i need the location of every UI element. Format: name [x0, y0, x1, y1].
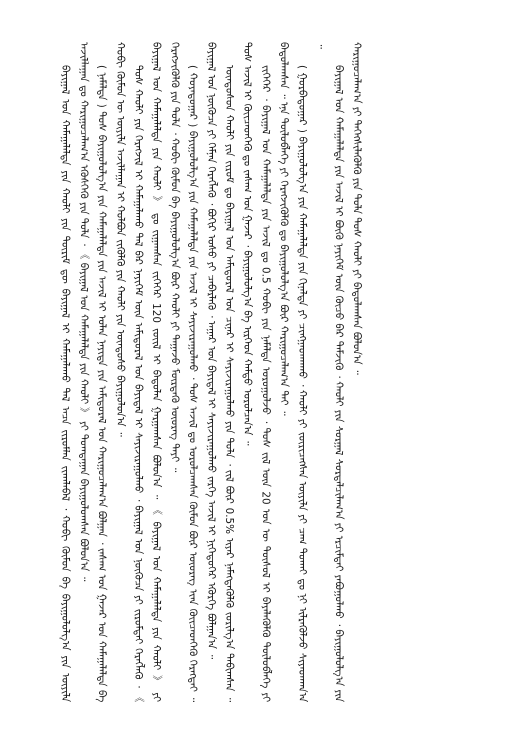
paragraph: ᠵᠢᠬᠡᠬᠡᠷ ᠂ ᠪᠠᠶᠢᠭᠠᠯ ᠤᠨ ᠬᠠᠮᠠᠭᠠᠯᠠᠯᠲᠠ ᠶᠢᠨ ᠠᠵᠢᠯ ᠳᠤ 0.5 ᠬᠤᠪᠢ ᠶᠢᠨ ᠨᠡᠮᠡᠯᠲᠡ ᠣᠷᠣᠭᠤᠯᠵᠤ ᠂ ᠲᠤᠰ ᠵᠢᠯ ᠦᠨ 20 ᠣᠨ ᠦ ᠲᠥᠰᠥᠯ ᠢ ᠪᠡᠶᠡᠯᠡᠭᠦᠯᠬᠦ ᠲᠥᠯᠥᠪᠯᠡᠭᠡ ᠶᠢ ᠪᠠᠲᠤᠯᠠᠭᠰᠠᠨ ᠃ ᠡᠨᠡ ᠲᠥᠯᠥᠪᠯᠡᠭᠡ ᠶᠢ ᠬᠡᠷᠡᠭᠵᠢᠭᠦᠯᠬᠦ ᠳᠤ ᠪᠠᠶᠢᠭᠤᠯᠤᠯᠭ᠎ᠠ ᠪᠦᠷ ᠬᠠᠷᠢᠭᠤᠴᠠᠯᠠᠭ᠎ᠠ ᠲᠠᠶ ᠃: [259, 42, 290, 702]
paragraph: ᠲᠤᠰ ᠬᠠᠤᠯᠢ ᠶᠢᠨ ᠬᠡᠷᠡᠭᠵᠢᠯ ᠢ ᠬᠠᠮᠠᠭᠠᠯᠠᠬᠤ ᠲᠠᠯ ᠪᠠᠷ ᠨᠡᠶᠢᠭᠡᠮ ᠦᠨ ᠠᠮᠢᠳᠤᠷᠠᠯ ᠤᠨ ᠪᠠᠶᠢᠳᠠᠯ ᠢ ᠰᠠᠶᠢᠵᠢᠷᠠᠭᠤᠯᠬᠤ ᠂ ᠪᠠᠶᠢᠭᠠᠯ ᠤᠨ ᠨᠦᠭᠦᠴᠡ ᠶᠢ ᠵᠢᠷᠤᠮᠲᠠᠢ ᠬᠡᠷᠡᠭᠯᠡᠬᠦ ᠂ 《 ᠪᠠᠶᠢᠭᠠᠯ ᠤᠨ ᠬᠠᠮᠠᠭᠠᠯᠠᠯᠲᠠ ᠶᠢᠨ ᠬᠠᠤᠯᠢ 》 ᠳᠤ ᠵᠢᠭᠠᠭᠰᠠᠨ ᠵᠢᠬᠡᠬᠡᠷ 120 ᠵᠦᠢᠯ ᠢ ᠪᠠᠲᠤᠯᠠᠨ ᠭᠠᠷᠭᠠᠭᠰᠠᠨ ᠪᠣᠯᠤᠨ᠎ᠠ ᠃ 《 ᠪᠠᠶᠢᠭᠠᠯ ᠤᠨ ᠬᠠᠮᠠᠭᠠᠯᠠᠯᠲᠠ ᠶᠢᠨ ᠬᠠᠤᠯᠢ 》 ᠶᠢ ᠬᠡᠷᠡᠭᠵᠢᠭᠦᠯᠬᠦ ᠶᠢᠨ ᠲᠤᠯᠠ ᠂ ᠬᠤᠪᠢ ᠬᠦᠮᠦᠨ ᠪᠠ ᠪᠠᠶᠢᠭᠤᠯᠤᠯᠭ᠎ᠠ ᠪᠦᠷ ᠬᠠᠤᠯᠢ ᠶᠢ ᠳᠠᠭᠠᠵᠤ ᠮᠦᠷᠳᠡᠬᠦ ᠦᠦᠷᠡᠭ ᠲᠡᠶᠢ ᠃: [132, 42, 181, 702]
paragraph: ᠪᠠᠶᠢᠭᠠᠯ ᠤᠨ ᠬᠠᠮᠠᠭᠠᠯᠠᠯᠲᠠ ᠶᠢᠨ ᠠᠵᠢᠯ ᠢ ᠪᠦᠬᠦ ᠨᠡᠶᠢᠭᠡᠮ ᠦᠨ ᠬᠦᠴᠦ ᠪᠡᠷ ᠳᠡᠮᠵᠢᠬᠦ ᠂ ᠬᠠᠤᠯᠢ ᠶᠢᠨ ᠰᠤᠷᠭᠠᠯ ᠰᠤᠷᠲᠠᠯᠴᠢᠯᠠᠭ᠎ᠠ ᠶᠢ ᠡᠷᠴᠢᠮᠲᠡᠶ ᠶᠠᠪᠤᠭᠤᠯᠬᠤ ᠂ ᠪᠠᠶᠢᠭᠤᠯᠤᠯᠭ᠎ᠠ ᠶᠢᠨ ᠬᠠᠷᠢᠭᠤᠴᠠᠯᠠᠭ᠎ᠠ ᠶᠢ ᠳᠡᠭᠡᠭᠰᠢᠯᠡᠭᠦᠯᠬᠦ ᠶᠢᠨ ᠲᠤᠯᠠ ᠲᠤᠰ ᠬᠠᠤᠯᠢ ᠶᠢ ᠪᠠᠲᠤᠯᠠᠭᠰᠠᠨ ᠪᠣᠯᠤᠨ᠎ᠠ ᠃: [332, 42, 363, 702]
paragraph: ( ᠬᠣᠶᠠᠳᠤᠭᠠᠷ ) ᠪᠠᠶᠢᠭᠤᠯᠤᠯᠭ᠎ᠠ ᠶᠢᠨ ᠬᠠᠮᠠᠭᠠᠯᠠᠯᠲᠠ ᠶᠢᠨ ᠠᠵᠢᠯ ᠢ ᠰᠠᠶᠢᠵᠢᠷᠠᠭᠤᠯᠬᠤ ᠂ ᠲᠤᠰ ᠠᠵᠢᠯ ᠳᠤ ᠣᠷᠤᠯᠴᠠᠭᠰᠠᠨ ᠬᠦᠮᠦᠨ ᠪᠦᠷ ᠦᠦᠷᠡᠭ ᠢᠡᠨ ᠭᠦᠢᠴᠡᠳᠬᠡᠬᠦ ᠬᠡᠷᠡᠭᠲᠡᠢ ᠃ ᠪᠠᠶᠢᠭᠠᠯ ᠤᠨ ᠨᠦᠭᠦᠴᠡ ᠶᠢ ᠬᠡᠮᠨᠡᠨ ᠬᠡᠷᠡᠭᠯᠡᠬᠦ ᠂ ᠪᠣᠬᠢᠷ ᠤᠰᠤ ᠶᠢ ᠴᠡᠪᠡᠷᠯᠡᠬᠦ ᠂ ᠠᠭᠠᠷ ᠤᠨ ᠪᠠᠶᠢᠳᠠᠯ ᠢ ᠰᠠᠶᠢᠵᠢᠷᠠᠭᠤᠯᠬᠤ ᠵᠡᠷᠭᠡ ᠠᠵᠢᠯ ᠢ ᠨᠢᠭᠡᠳᠦᠭᠡᠷ ᠡᠭᠦᠷᠭᠡ ᠪᠣᠯᠭᠠᠨ᠎ᠠ ᠃: [186, 42, 217, 702]
paragraph: ᠦᠨᠳᠦᠰᠦᠨ ᠬᠠᠤᠯᠢ ᠶᠢᠨ ᠵᠢᠷᠤᠮ ᠳᠤ ᠪᠠᠶᠢᠭᠠᠯ ᠤᠨ ᠠᠮᠢᠳᠤᠷᠠᠯ ᠤᠨ ᠴᠢᠨᠠᠷ ᠢ ᠰᠠᠶᠢᠵᠢᠷᠠᠭᠤᠯᠬᠤ ᠶᠢᠨ ᠲᠤᠯᠠ ᠂ ᠵᠢᠯ ᠪᠦᠷ 0.5% ᠢᠶᠠᠷ ᠨᠡᠮᠡᠭᠳᠡᠭᠦᠯᠬᠦ ᠵᠣᠷᠢᠯᠭ᠎ᠠ ᠲᠠᠪᠢᠭᠰᠠᠨ ᠃ ᠲᠤᠰ ᠠᠵᠢᠯ ᠢ ᠭᠦᠢᠴᠡᠳᠬᠡᠬᠦ ᠳᠤ ᠵᠠᠰᠠᠭ ᠤᠨ ᠭᠠᠵᠠᠷ ᠂ ᠪᠠᠶᠢᠭᠤᠯᠤᠯᠭ᠎ᠠ ᠪᠠ ᠢᠷᠭᠡᠳ ᠬᠠᠮᠲᠤ ᠣᠷᠤᠯᠴᠠᠨ᠎ᠠ ᠃: [223, 42, 254, 702]
paragraph: ( ᠨᠡᠮᠡᠯᠲᠡ ) ᠲᠤᠰ ᠪᠠᠶᠢᠭᠤᠯᠤᠯᠭ᠎ᠠ ᠶᠢᠨ ᠬᠠᠮᠠᠭᠠᠯᠠᠯᠲᠠ ᠶᠢᠨ ᠠᠵᠢᠯ ᠢ ᠣᠯᠠᠨ ᠨᠡᠶᠢᠲᠡ ᠶᠢᠨ ᠠᠮᠢᠳᠤᠷᠠᠯ ᠤᠨ ᠬᠠᠷᠢᠭᠤᠴᠠᠯᠠᠭ᠎ᠠ ᠪᠤᠯᠭᠠᠨ ᠂ ᠵᠠᠰᠠᠭ ᠤᠨ ᠭᠠᠵᠠᠷ ᠤᠨ ᠬᠠᠮᠠᠭᠠᠯᠠᠯᠲᠠ ᠪᠠ ᠬᠤᠪᠢ ᠬᠦᠮᠦᠨ ᠦ ᠦᠶᠢᠯᠡ ᠠᠵᠢᠯᠯᠠᠭᠠᠨ ᠢ ᠬᠤᠯᠪᠤᠨ ᠵᠢᠭᠦᠯᠬᠦ ᠶᠢᠨ ᠬᠠᠤᠯᠢ ᠶᠢᠨ ᠦᠨᠳᠦᠰᠦ ᠪᠠᠶᠢᠭᠤᠯᠤᠨ᠎ᠠ ᠃: [95, 42, 126, 702]
document-body: [56, 42, 474, 702]
paragraph: ᠪᠠᠶᠢᠭᠠᠯ ᠤᠨ ᠬᠠᠮᠠᠭᠠᠯᠠᠯᠲᠠ ᠶᠢᠨ ᠬᠠᠤᠯᠢ ᠶᠢᠨ ᠳᠦᠷᠢᠮ ᠳᠦ ᠪᠠᠶᠢᠭᠠᠯ ᠢ ᠬᠠᠮᠠᠭᠠᠯᠠᠬᠤ ᠲᠠᠯ ᠠᠴᠠ ᠵᠢᠷᠤᠮᠯᠠᠨ ᠵᠢᠬᠠᠯᠠᠪᠠᠯ ᠂ ᠬᠤᠪᠢ ᠬᠦᠮᠦᠨ ᠪᠠ ᠪᠠᠶᠢᠭᠤᠯᠤᠯᠭ᠎ᠠ ᠶᠢᠨ ᠦᠶᠢᠯᠡ ᠠᠵᠢᠯᠯᠠᠭᠠᠨ ᠳᠤ ᠬᠠᠷᠢᠭᠤᠴᠠᠯᠠᠭ᠎ᠠ ᠡᠭᠦᠰᠬᠡᠬᠦ ᠶᠢᠨ ᠲᠤᠯᠠ ᠂ 《 ᠪᠠᠶᠢᠭᠠᠯ ᠤᠨ ᠬᠠᠮᠠᠭᠠᠯᠠᠯᠲᠠ ᠶᠢᠨ ᠬᠠᠤᠯᠢ 》 ᠶᠢ ᠲᠤᠭᠳᠠᠭᠠᠨ ᠪᠠᠶᠢᠭᠤᠯᠤᠭᠰᠠᠨ ᠪᠤᠯᠤᠨ᠎ᠠ ᠃: [59, 42, 90, 702]
paragraph: ( ᠭᠤᠷᠪᠠᠳᠤᠭᠠᠷ ) ᠪᠠᠶᠢᠭᠤᠯᠤᠯᠭ᠎ᠠ ᠶᠢᠨ ᠬᠠᠮᠠᠭᠠᠯᠠᠯᠲᠠ ᠶᠢᠨ ᠬᠢᠨᠠᠯᠲᠠ ᠶᠢ ᠴᠢᠩᠭᠠᠳᠬᠠᠬᠤ ᠂ ᠬᠠᠤᠯᠢ ᠶᠢ ᠵᠥᠷᠢᠴᠡᠭᠰᠡᠨ ᠦᠶᠢᠯᠡ ᠶᠢ ᠴᠠᠭ ᠲᠤᠬᠠᠶ ᠳᠤ ᠨᠢ ᠢᠯᠷᠡᠭᠦᠯᠵᠦ ᠰᠢᠶᠠᠳᠬᠠᠨ᠎ᠠ ᠃: [295, 42, 327, 702]
